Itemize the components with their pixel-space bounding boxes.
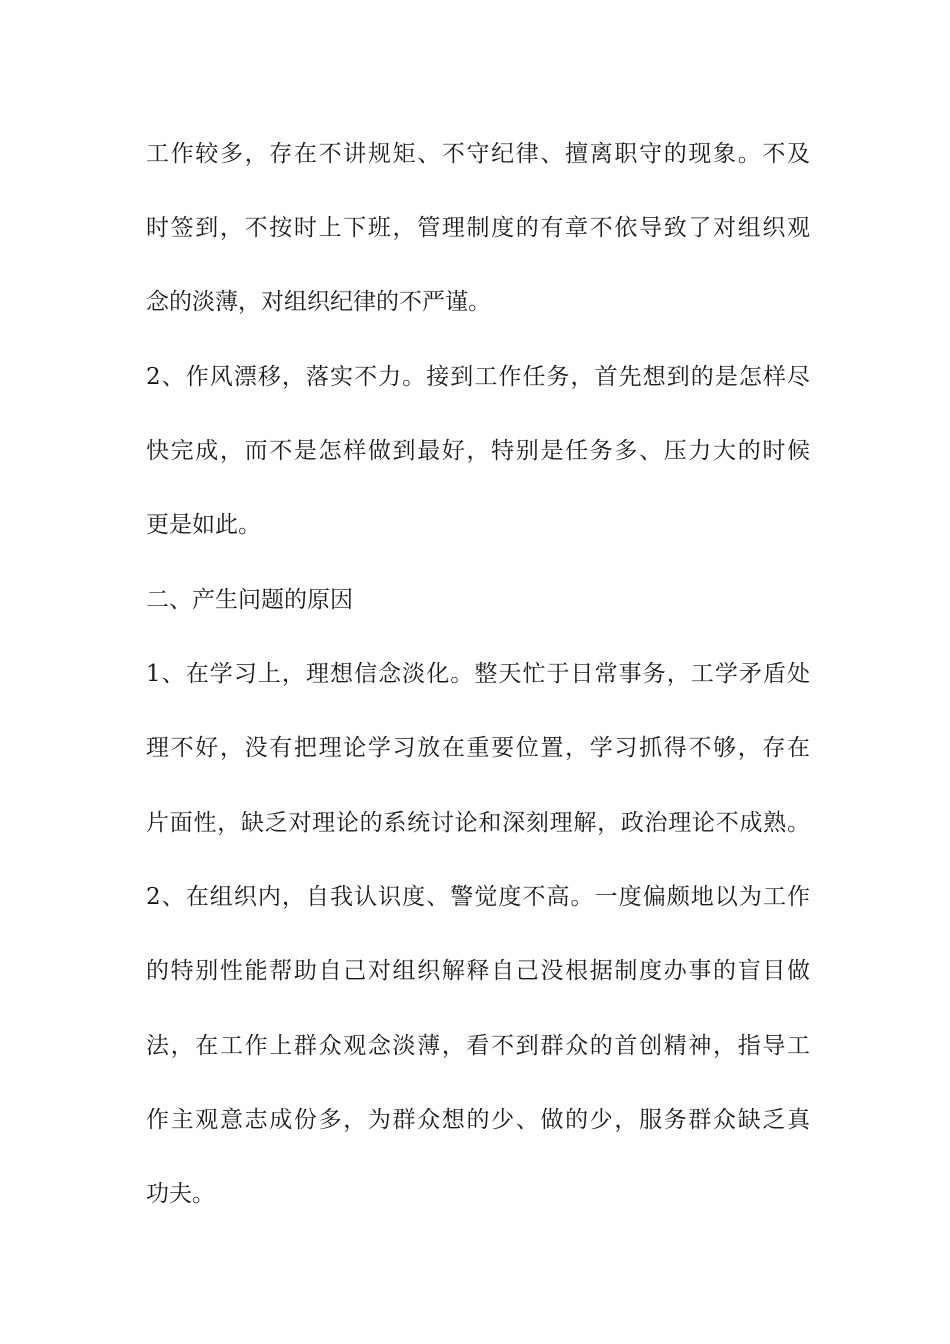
paragraph-line: 2、作风漂移，落实不力。接到工作任务，首先想到的是怎样尽 [146,364,810,390]
paragraph-line: 1、在学习上，理想信念淡化。整天忙于日常事务，工学矛盾处 [146,661,810,687]
paragraph-line: 念的淡薄，对组织纪律的不严谨。 [146,289,491,315]
paragraph-line: 工作较多，存在不讲规矩、不守纪律、擅离职守的现象。不及 [146,141,810,167]
paragraph-line: 功夫。 [146,1181,215,1207]
paragraph-line: 的特别性能帮助自己对组织解释自己没根据制度办事的盲目做 [146,958,810,984]
paragraph-line: 片面性，缺乏对理论的系统讨论和深刻理解，政治理论不成熟。 [146,810,810,836]
paragraph-line: 法，在工作上群众观念淡薄，看不到群众的首创精神，指导工 [146,1033,810,1059]
paragraph-line: 更是如此。 [146,512,261,538]
paragraph-line: 快完成，而不是怎样做到最好，特别是任务多、压力大的时候 [146,438,810,464]
paragraph-line: 作主观意志成份多，为群众想的少、做的少，服务群众缺乏真 [146,1107,810,1133]
paragraph-line: 理不好，没有把理论学习放在重要位置，学习抓得不够，存在 [146,735,810,761]
section-heading: 二、产生问题的原因 [146,587,353,613]
paragraph-line: 时签到，不按时上下班，管理制度的有章不依导致了对组织观 [146,215,810,241]
paragraph-line: 2、在组织内，自我认识度、警觉度不高。一度偏颇地以为工作 [146,884,810,910]
